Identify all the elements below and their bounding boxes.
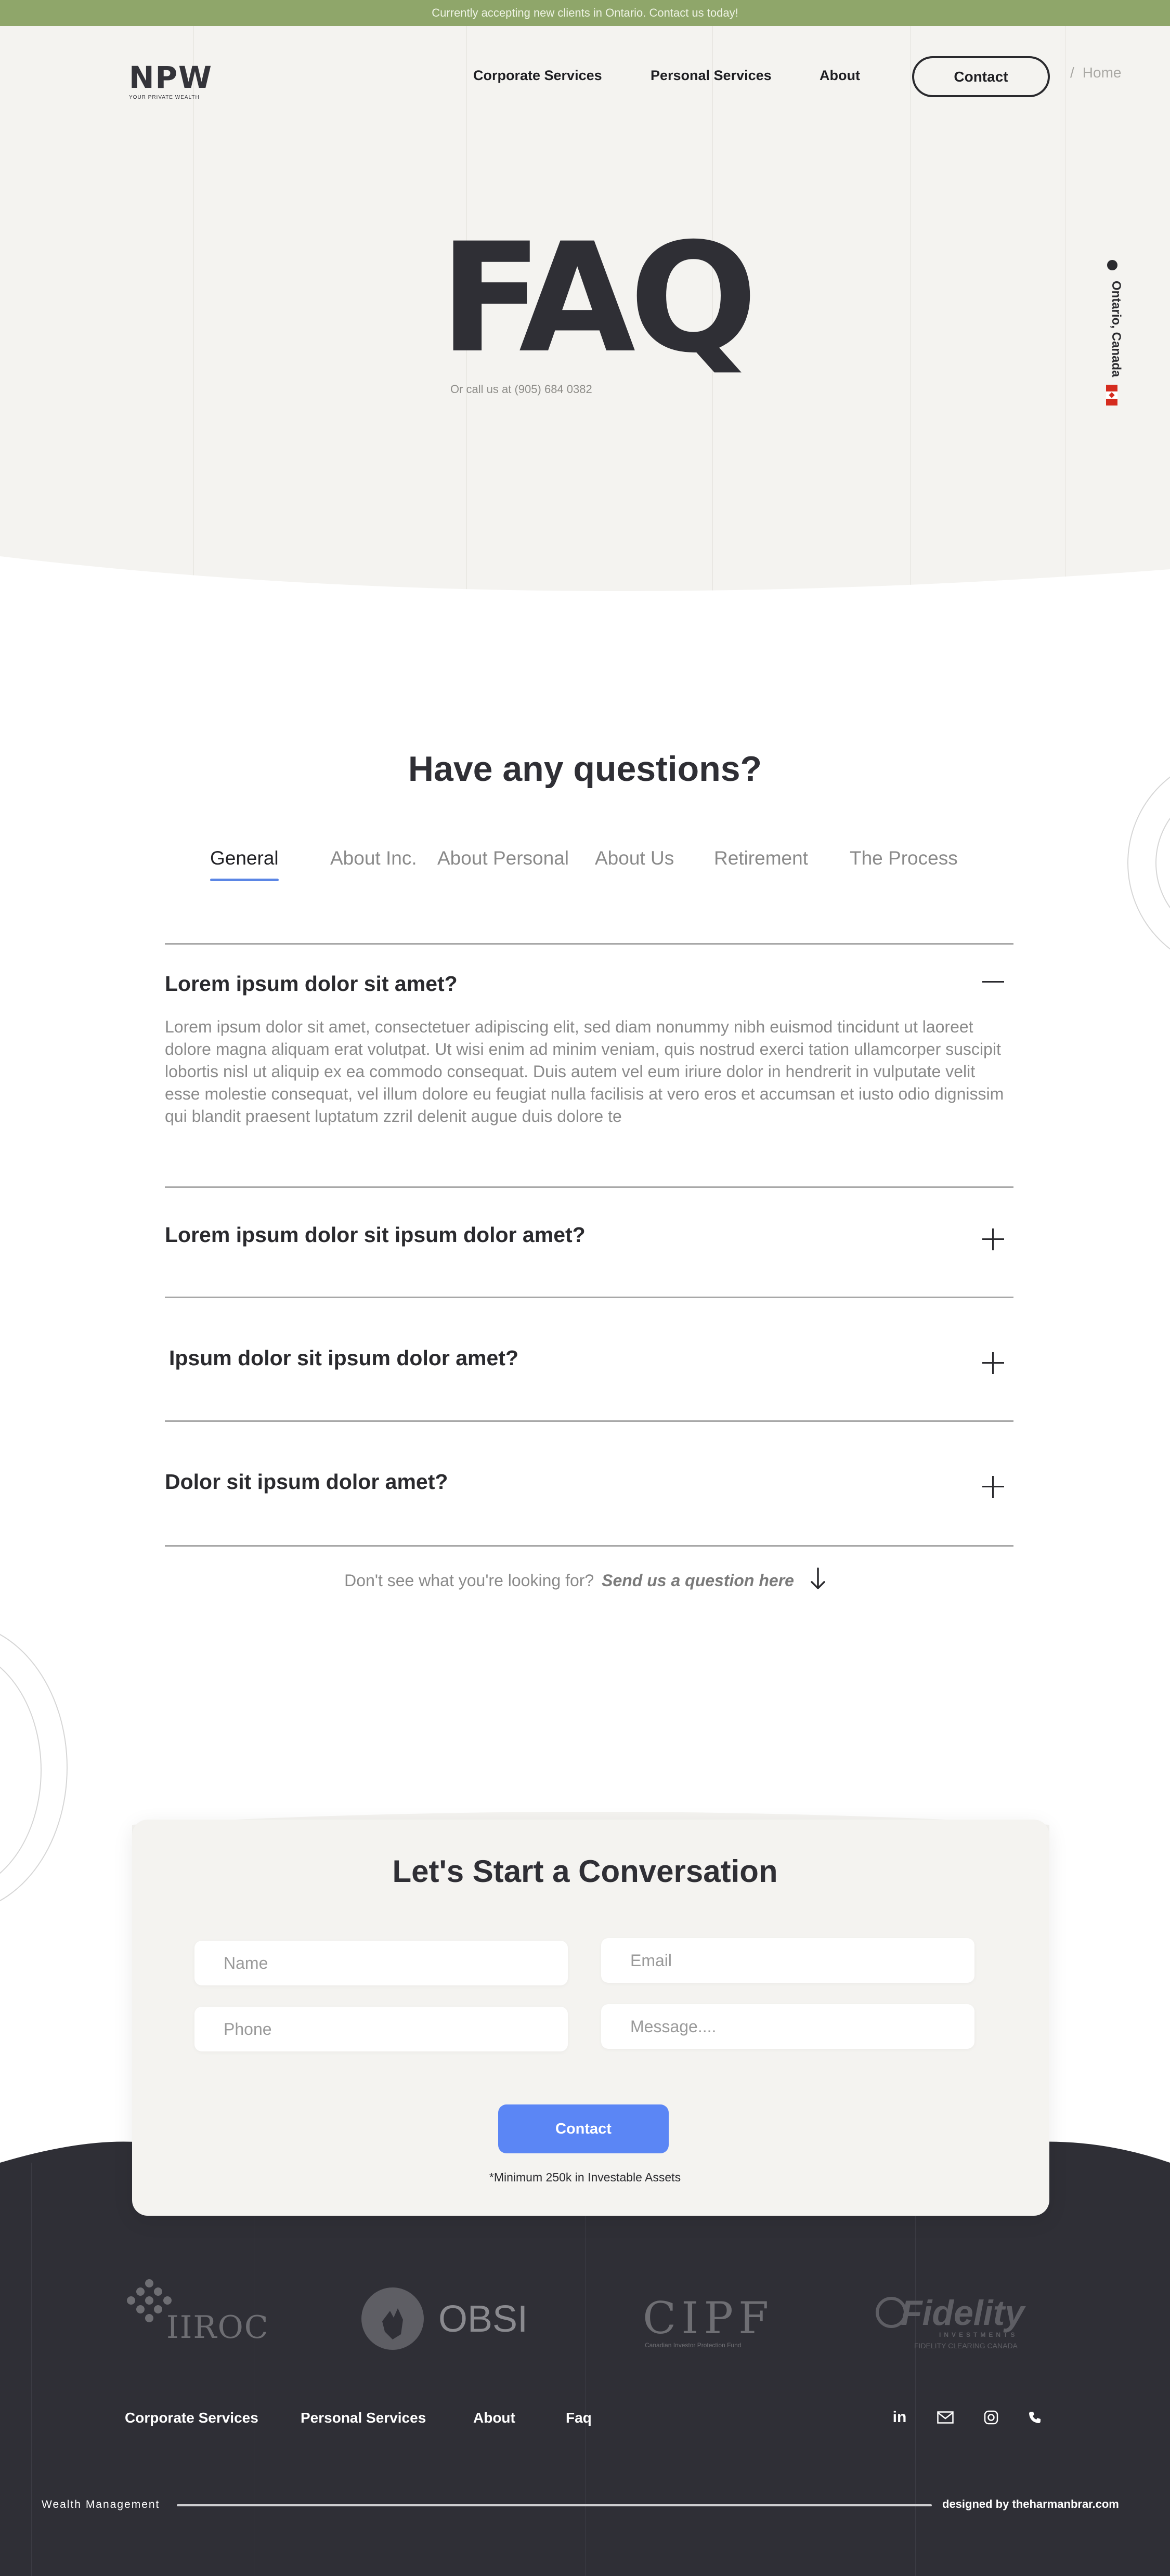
footer-tagline: Wealth Management (42, 2499, 160, 2510)
cipf-logo (643, 2277, 774, 2350)
footer-about[interactable]: About (473, 2410, 515, 2426)
faq-answer: Lorem ipsum dolor sit amet, consectetuer adipiscing elit, sed diam nonummy nibh euismod tincidunt ut laoreet dolore magna aliquam erat volutpat. Ut wisi enim ad minim veniam, quis nostrud exerci tation ullamcorper suscipit lobortis nisl ut aliquip ex ea commodo consequat. Duis autem vel eum iriure dolor in hendrerit in vulputate velit esse molestie consequat, vel illum dolore eu feugiat nulla facilisis at vero eros et accumsan et iusto odio dignissim qui blandit praesent luptatum zzril delenit augue duis dolore te (165, 1017, 1004, 1126)
expand-plus-icon[interactable] (980, 1474, 1006, 1500)
grid-line (31, 2163, 32, 2576)
name-input[interactable] (194, 1941, 568, 1985)
tab-the-process[interactable] (850, 847, 958, 869)
contact-submit-button[interactable]: Contact (498, 2104, 669, 2153)
phone-icon[interactable] (1025, 2408, 1044, 2427)
footer-divider (177, 2504, 932, 2506)
npw-logo[interactable] (129, 62, 213, 100)
tab-label: General (210, 847, 279, 869)
faq-tabs (210, 847, 959, 884)
tab-label: The Process (850, 847, 958, 869)
nav-personal-services[interactable]: Personal Services (651, 68, 772, 83)
grid-line (585, 2163, 586, 2576)
send-question-link[interactable]: Send us a question here (602, 1571, 794, 1590)
breadcrumb-home-link[interactable]: Home (1082, 64, 1122, 81)
breadcrumb (1070, 64, 1121, 81)
message-input[interactable] (601, 2004, 974, 2049)
linkedin-icon[interactable]: in (892, 2409, 907, 2426)
designer-credit-link[interactable]: designed by theharmanbrar.com (942, 2497, 1119, 2510)
call-us-text: Or call us at (905) 684 0382 (450, 383, 592, 396)
faq-question[interactable]: Lorem ipsum dolor sit ipsum dolor amet? (165, 1223, 586, 1247)
header-contact-button[interactable]: Contact (912, 56, 1050, 97)
fidelity-wordmark: Fidelity (901, 2293, 1025, 2333)
fidelity-subtitle: FIDELITY CLEARING CANADA (914, 2342, 1018, 2350)
announcement-text: Currently accepting new clients in Ontario. Contact us today! (432, 6, 738, 19)
tab-about-personal[interactable] (437, 847, 569, 869)
faq-divider (165, 1297, 1013, 1298)
instagram-icon[interactable] (982, 2408, 1000, 2427)
collapse-minus-icon[interactable] (980, 969, 1006, 995)
hero-bottom-curve (0, 509, 1170, 598)
tab-label: About Inc. (330, 847, 417, 869)
nav-about[interactable]: About (820, 68, 860, 83)
iiroc-wordmark: IIROC (166, 2309, 269, 2346)
cipf-subtitle: Canadian Investor Protection Fund (645, 2342, 742, 2349)
location-text: Ontario, Canada (1109, 281, 1123, 377)
canada-flag-icon (1106, 385, 1117, 406)
footer-faq[interactable]: Faq (566, 2410, 592, 2426)
conversation-title: Let's Start a Conversation (392, 1854, 778, 1889)
logo-wordmark: NPW (129, 60, 213, 95)
expand-plus-icon[interactable] (980, 1350, 1006, 1376)
cipf-wordmark: CIPF (643, 2293, 774, 2344)
arrow-down-icon[interactable] (810, 1567, 826, 1596)
page-title: FAQ (439, 211, 751, 386)
send-question-row (0, 1567, 1170, 1596)
location-dot-icon (1107, 260, 1117, 270)
tab-label: About Us (595, 847, 674, 869)
tab-label: About Personal (437, 847, 569, 869)
faq-question[interactable]: Lorem ipsum dolor sit amet? (165, 972, 458, 996)
phone-input[interactable] (194, 2007, 568, 2051)
tab-general[interactable] (210, 847, 279, 869)
location-indicator (1102, 260, 1123, 416)
email-input[interactable] (601, 1938, 974, 1983)
faq-question[interactable]: Dolor sit ipsum dolor amet? (165, 1470, 448, 1494)
faq-divider (165, 1186, 1013, 1188)
breadcrumb-separator: / (1070, 64, 1074, 81)
footer-corporate-services[interactable]: Corporate Services (125, 2410, 258, 2426)
faq-divider (165, 1545, 1013, 1547)
fidelity-logo (876, 2277, 1047, 2350)
tab-retirement[interactable] (714, 847, 808, 869)
mail-icon[interactable] (936, 2408, 955, 2427)
tab-label: Retirement (714, 847, 808, 869)
minimum-assets-note: *Minimum 250k in Investable Assets (489, 2170, 681, 2184)
tab-about-inc[interactable] (330, 847, 417, 869)
announcement-banner (0, 0, 1170, 26)
obsi-logo (361, 2277, 528, 2350)
active-tab-indicator (210, 879, 279, 881)
tab-about-us[interactable] (595, 847, 674, 869)
faq-divider (165, 1420, 1013, 1422)
logo-tagline: YOUR PRIVATE WEALTH (129, 95, 200, 100)
faq-heading: Have any questions? (408, 749, 762, 789)
iiroc-logo (121, 2277, 269, 2350)
obsi-globe-icon (361, 2287, 424, 2350)
faq-divider (165, 943, 1013, 945)
not-found-text: Don't see what you're looking for? (344, 1571, 594, 1590)
footer-personal-services[interactable]: Personal Services (301, 2410, 426, 2426)
obsi-wordmark: OBSI (438, 2298, 528, 2340)
expand-plus-icon[interactable] (980, 1226, 1006, 1252)
fidelity-investments-label: INVESTMENTS (939, 2331, 1018, 2338)
faq-question[interactable]: Ipsum dolor sit ipsum dolor amet? (169, 1346, 518, 1370)
grid-line (915, 2163, 916, 2576)
nav-corporate-services[interactable]: Corporate Services (473, 68, 602, 83)
